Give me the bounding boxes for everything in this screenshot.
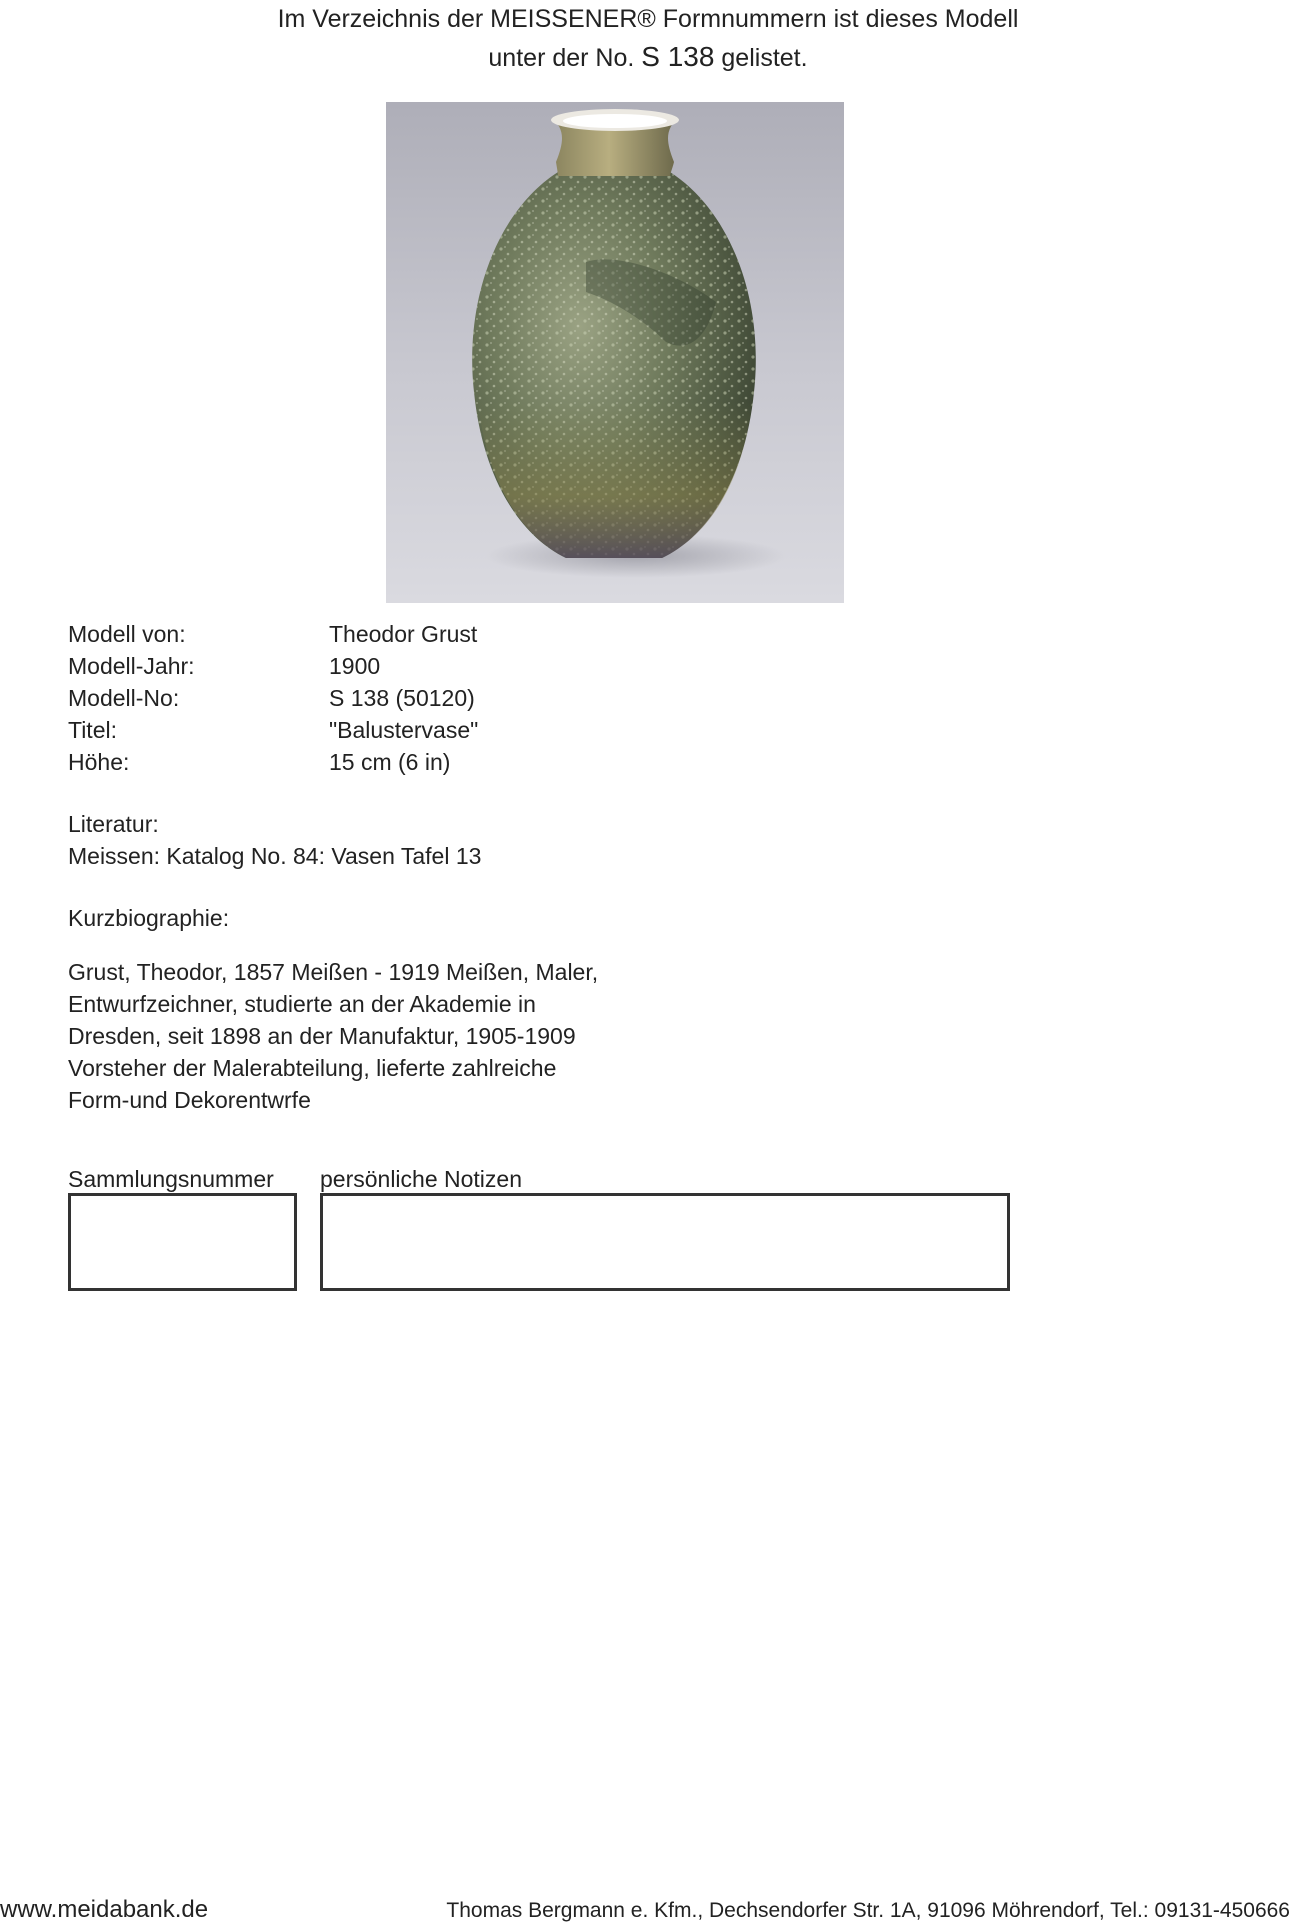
fact-label: Höhe:	[68, 749, 130, 775]
footer-website[interactable]: www.meidabank.de	[0, 1896, 209, 1923]
biography-heading: Kurzbiographie:	[68, 905, 230, 931]
fact-label: Modell von:	[68, 621, 186, 647]
header-line-2	[0, 38, 1296, 77]
header-suffix: gelistet.	[721, 44, 808, 72]
footer-address: Thomas Bergmann e. Kfm., Dechsendorfer Str. 1A, 91096 Möhrendorf, Tel.: 09131-450666	[446, 1899, 1290, 1922]
literature-text: Meissen: Katalog No. 84: Vasen Tafel 13	[68, 843, 482, 869]
fact-label: Titel:	[68, 717, 117, 743]
fact-label: Modell-No:	[68, 685, 180, 711]
literature-heading: Literatur:	[68, 811, 159, 837]
biography-text: Grust, Theodor, 1857 Meißen - 1919 Meißen, Maler, Entwurfzeichner, studierte an der Akademie in Dresden, seit 1898 an der Manufaktur, 1905-1909 Vorsteher der Malerabteilung, lieferte zahlreiche Form-und Dekorentwrfe	[68, 959, 599, 1113]
model-number: S 138	[641, 41, 715, 72]
header-line-1: Im Verzeichnis der MEISSENER® Formnummern ist dieses Modell	[277, 5, 1019, 33]
fact-value: 15 cm (6 in)	[329, 749, 451, 775]
header-prefix: unter der No.	[488, 44, 635, 72]
page-header	[0, 0, 1296, 77]
fact-label: Modell-Jahr:	[68, 653, 195, 679]
fact-value: "Balustervase"	[329, 717, 479, 743]
fact-value: 1900	[329, 653, 381, 679]
fact-value: S 138 (50120)	[329, 685, 475, 711]
fact-value: Theodor Grust	[329, 621, 478, 647]
vase-photo	[386, 102, 844, 603]
collection-number-field[interactable]	[68, 1193, 297, 1291]
personal-notes-label: persönliche Notizen	[320, 1166, 523, 1192]
personal-notes-field[interactable]	[320, 1193, 1010, 1291]
collection-number-label: Sammlungsnummer	[68, 1166, 274, 1192]
